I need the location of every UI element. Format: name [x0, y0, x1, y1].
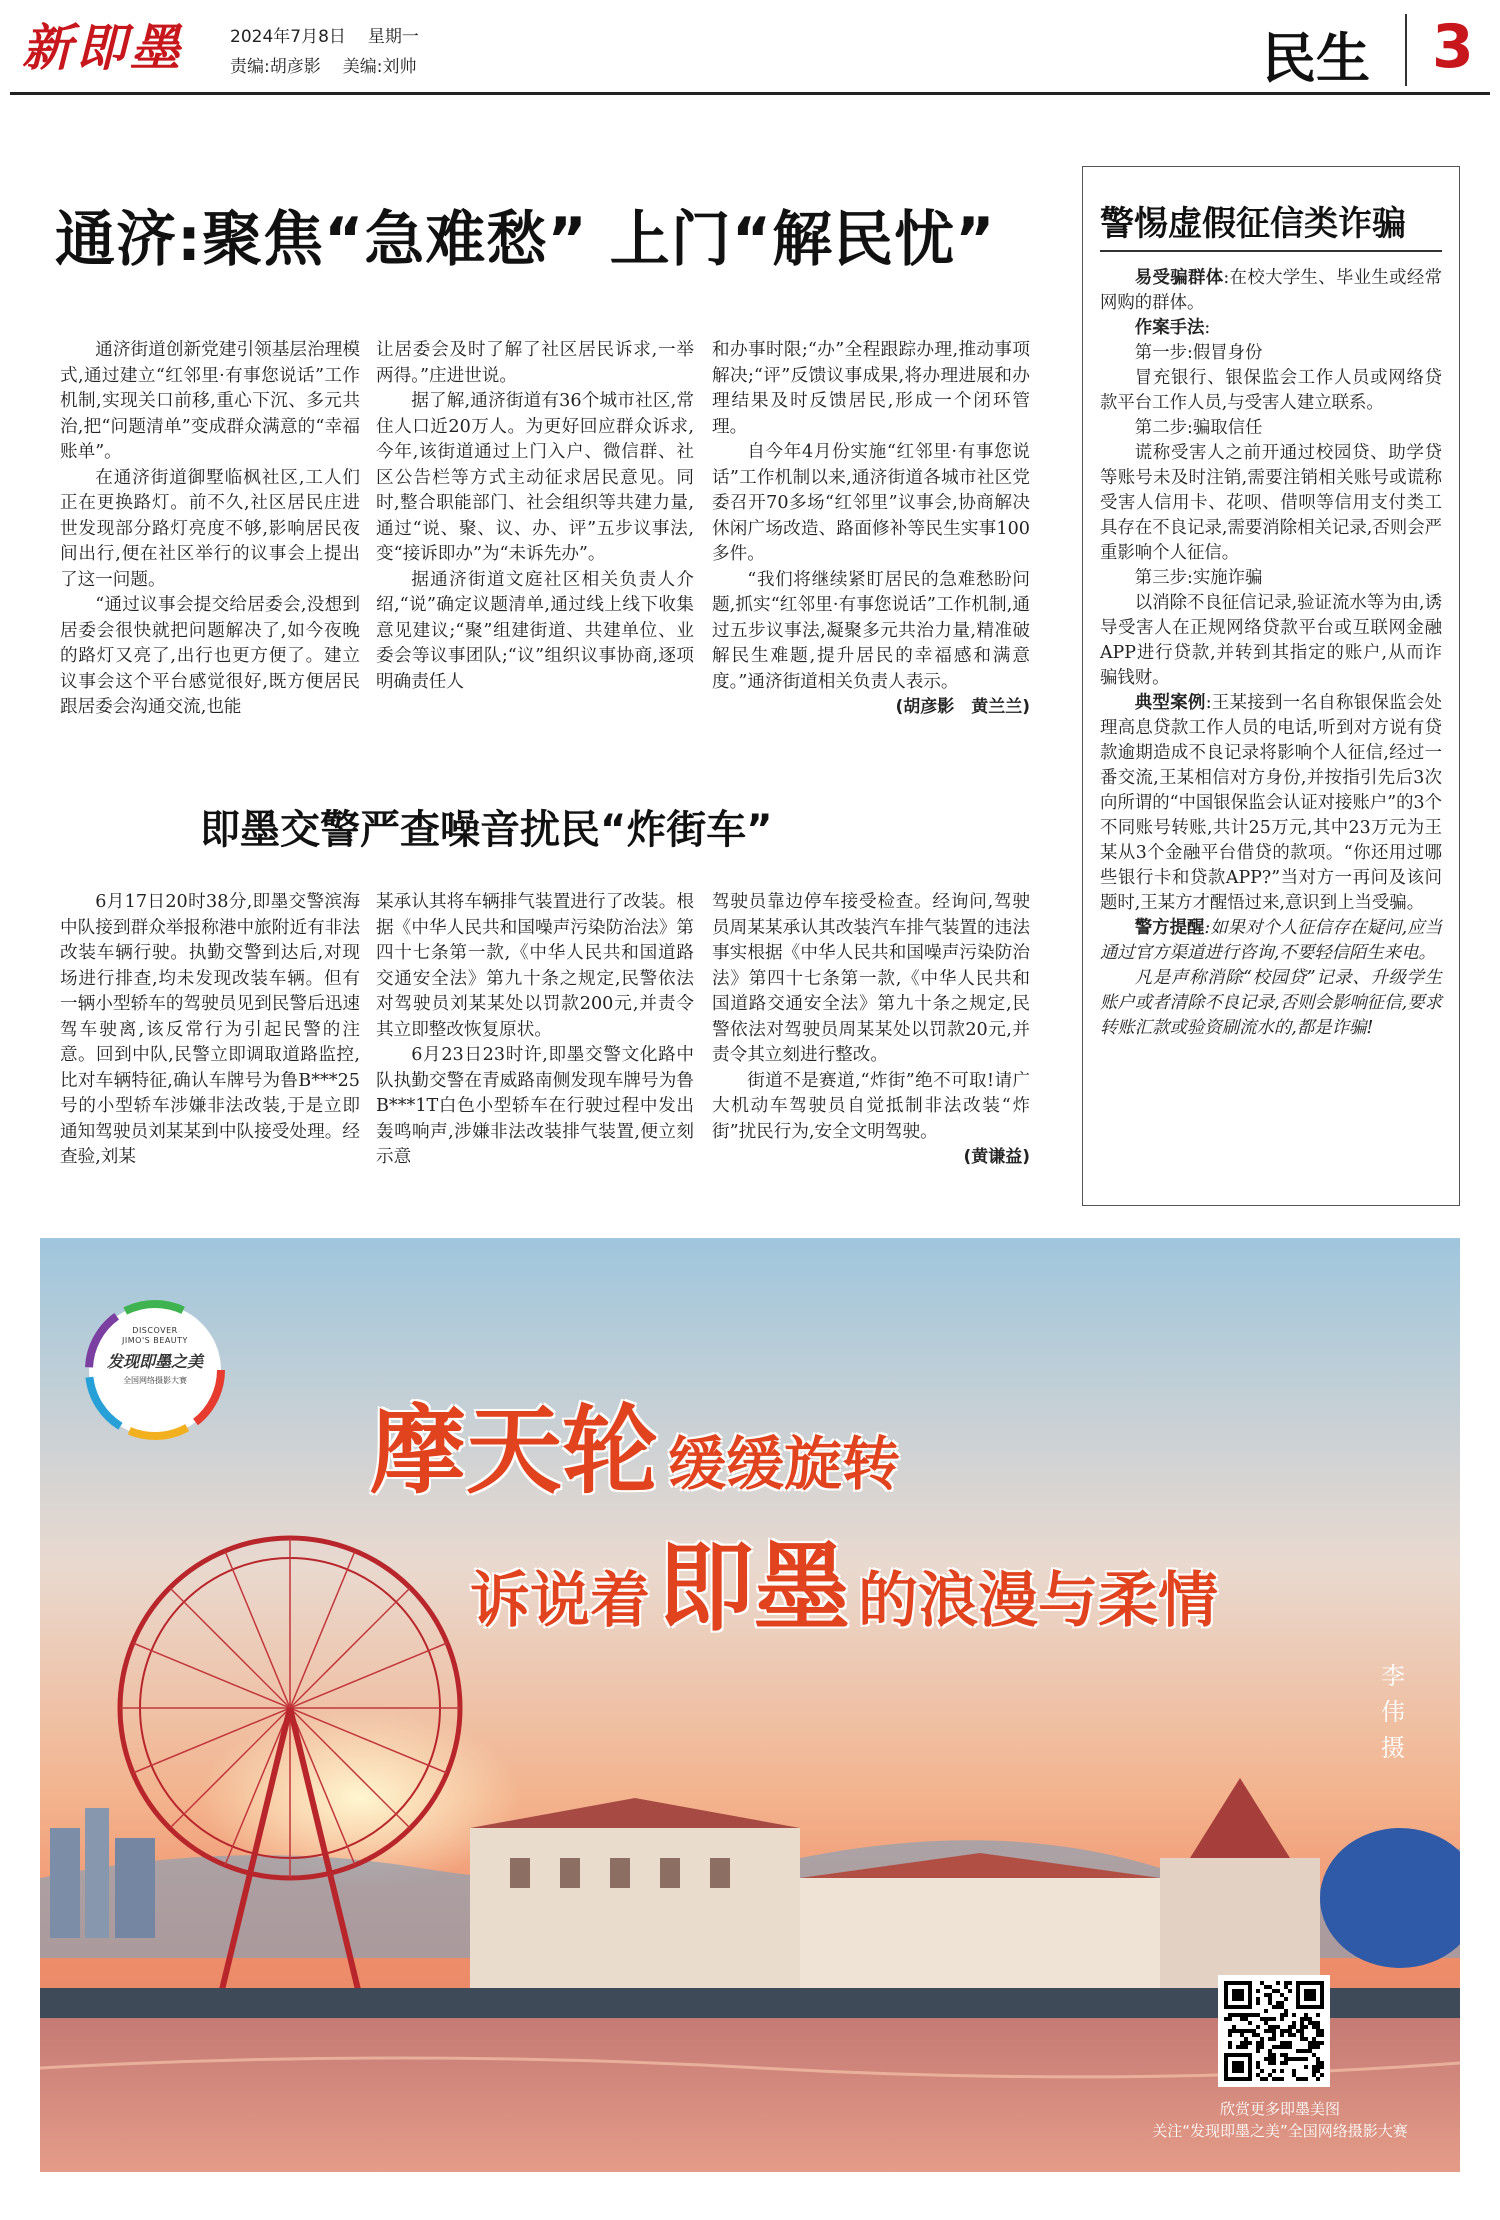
- sidebar-paragraph-label: 易受骗群体: [1134, 268, 1224, 288]
- badge-en-line-1: DISCOVER: [132, 1326, 178, 1335]
- article1-column-3: [712, 338, 1030, 721]
- article1-paragraph: 和办事时限;“办”全程跟踪办理,推动事项解决;“评”反馈议事成果,将办理进展和办理结果及时反馈居民,形成一个闭环管理。: [712, 340, 1030, 437]
- article1-paragraph: 据通济街道文庭社区相关负责人介绍,“说”确定议题清单,通过线上线下收集意见建议;“聚”组建街道、共建单位、业委会等议事团队;“议”组织议事协商,逐项明确责任人: [376, 569, 694, 692]
- issue-date: 2024年7月8日: [230, 27, 346, 47]
- article1-paragraph: 自今年4月份实施“红邻里·有事您说话”工作机制以来,通济街道各城市社区党委召开70多场“红邻里”议事会,协商解决休闲广场改造、路面修补等民生实事100多件。: [712, 442, 1030, 564]
- photographer-credit: 李伟摄: [1381, 1662, 1405, 1762]
- sidebar-paragraph: [1100, 441, 1442, 566]
- article1-paragraph: 在通济街道御墅临枫社区,工人们正在更换路灯。前不久,社区居民庄进世发现部分路灯亮度不够,影响居民夜间出行,便在社区举行的议事会上提出了这一问题。: [60, 467, 360, 590]
- sidebar-paragraph-label: 警方提醒: [1134, 918, 1205, 938]
- article1-paragraph: 通济街道创新党建引领基层治理模式,通过建立“红邻里·有事您说话”工作机制,实现关口前移,重心下沉、多元共治,把“问题清单”变成群众满意的“幸福账单”。: [60, 340, 360, 462]
- sidebar-paragraph-text: 第二步:骗取信任: [1134, 418, 1263, 438]
- article2-paragraph: 某承认其将车辆排气装置进行了改装。根据《中华人民共和国噪声污染防治法》第四十七条第一款,《中华人民共和国道路交通安全法》第九十条之规定,民警依法对驾驶员刘某某处以罚款200元,并责令其立即整改恢复原状。: [376, 892, 694, 1040]
- article1-paragraph: 让居委会及时了解了社区居民诉求,一举两得。”庄进世说。: [376, 340, 694, 386]
- qr-code-icon[interactable]: [1218, 1975, 1330, 2087]
- editor-line: [230, 52, 438, 77]
- chief-editor: 责编:胡彦影: [230, 57, 321, 77]
- sidebar-paragraph: [1100, 966, 1442, 1041]
- article1-byline: (胡彦影 黄兰兰): [895, 697, 1030, 717]
- promo-line1-small: 缓缓旋转: [668, 1430, 901, 1498]
- contest-badge-text: [95, 1326, 215, 1386]
- sidebar-paragraph: [1100, 691, 1442, 916]
- article2-paragraph: 6月23日23时许,即墨交警文化路中队执勤交警在青威路南侧发现车牌号为鲁B***1T白色小型轿车在行驶过程中发出轰鸣响声,涉嫌非法改装排气装置,便立刻示意: [376, 1045, 694, 1167]
- article2-paragraph: 街道不是赛道,“炸街”绝不可取!请广大机动车驾驶员自觉抵制非法改装“炸街”扰民行为,安全文明驾驶。: [712, 1070, 1030, 1142]
- article2-byline: (黄谦益): [963, 1147, 1030, 1167]
- article1-column-2: [376, 338, 694, 695]
- sidebar-title-rule: [1100, 250, 1442, 252]
- sidebar-paragraph-text: :如果对个人征信存在疑问,应当通过官方渠道进行咨询,不要轻信陌生来电。: [1100, 918, 1442, 963]
- sidebar-paragraph-text: :王某接到一名自称银保监会处理高息贷款工作人员的电话,听到对方说有贷款逾期造成不良记录将影响个人征信,经过一番交流,王某相信对方身份,并按指引先后3次向所谓的“中国银保监会认证对接账户”的3个不同账号转账,共计25万元,其中23万元为王某从3个金融平台借贷的款项。“你还用过哪些银行卡和贷款APP?”当对方一再问及该问题时,王某方才醒悟过来,意识到上当受骗。: [1100, 693, 1442, 913]
- newspaper-logo: 新即墨: [22, 18, 184, 77]
- promo-headline-line-1: [370, 1375, 900, 1512]
- article2-column-2: [376, 890, 694, 1171]
- qr-caption: [1110, 2098, 1450, 2142]
- promo-line1-big: 摩天轮: [370, 1395, 658, 1507]
- section-name: 民生: [1262, 27, 1370, 90]
- promo-line2-pre: 诉说着: [470, 1566, 650, 1636]
- sidebar-paragraph-text: 冒充银行、银保监会工作人员或网络贷款平台工作人员,与受害人建立联系。: [1100, 368, 1442, 413]
- sidebar-paragraph: [1100, 341, 1442, 366]
- promo-line2-big: 即墨: [658, 1532, 850, 1644]
- badge-subtitle: 全国网络摄影大赛: [123, 1376, 187, 1385]
- sidebar-paragraph: [1100, 266, 1442, 316]
- sidebar-paragraph-text: 第一步:假冒身份: [1134, 343, 1263, 363]
- promo-line2-post: 的浪漫与柔情: [858, 1566, 1218, 1636]
- article2-paragraph: 驾驶员靠边停车接受检查。经询问,驾驶员周某某承认其改装汽车排气装置的违法事实根据《中华人民共和国噪声污染防治法》第四十七条第一款,《中华人民共和国道路交通安全法》第九十条之规定,民警依法对驾驶员周某某处以罚款20元,并责令其立刻进行整改。: [712, 892, 1030, 1065]
- art-editor: 美编:刘帅: [342, 57, 417, 77]
- article1-paragraph: “通过议事会提交给居委会,没想到居委会很快就把问题解决了,如今夜晚的路灯又亮了,出行也更方便了。建立议事会这个平台感觉很好,既方便居民跟居委会沟通交流,也能: [60, 595, 360, 717]
- sidebar-paragraph-text: 以消除不良征信记录,验证流水等为由,诱导受害人在正规网络贷款平台或互联网金融APP进行贷款,并转到其指定的账户,从而诈骗钱财。: [1100, 593, 1442, 688]
- qr-caption-line-2: 关注“发现即墨之美”全国网络摄影大赛: [1152, 2122, 1408, 2140]
- issue-date-line: [230, 22, 441, 47]
- masthead-rule: [10, 92, 1490, 95]
- article1-headline: 通济:聚焦“急难愁” 上门“解民忧”: [55, 205, 996, 275]
- badge-en-line-2: JIMO'S BEAUTY: [122, 1336, 188, 1345]
- sidebar-paragraph: [1100, 591, 1442, 691]
- sidebar-paragraph: [1100, 416, 1442, 441]
- article1-column-1: [60, 338, 360, 721]
- issue-weekday: 星期一: [367, 27, 419, 47]
- sidebar-paragraph-text: :在校大学生、毕业生或经常网购的群体。: [1100, 268, 1442, 313]
- sidebar-paragraph-label: 作案手法: [1134, 318, 1205, 338]
- sidebar-paragraph: [1100, 366, 1442, 416]
- sidebar-paragraph-text: 第三步:实施诈骗: [1134, 568, 1263, 588]
- sidebar-paragraph-label: 典型案例: [1134, 693, 1206, 713]
- sidebar-paragraph: [1100, 316, 1442, 341]
- sidebar-paragraph-text: 谎称受害人之前开通过校园贷、助学贷等账号未及时注销,需要注销相关账号或谎称受害人信用卡、花呗、借呗等信用支付类工具存在不良记录,需要消除相关记录,否则会严重影响个人征信。: [1100, 443, 1442, 563]
- article1-paragraph: 据了解,通济街道有36个城市社区,常住人口近20万人。为更好回应群众诉求,今年,该街道通过上门入户、微信群、社区公告栏等方式主动征求居民意见。同时,整合职能部门、社会组织等共建力量,通过“说、聚、议、办、评”五步议事法,变“接诉即办”为“未诉先办”。: [376, 391, 694, 564]
- sidebar-title: 警惕虚假征信类诈骗: [1100, 204, 1406, 244]
- sidebar-paragraph: [1100, 916, 1442, 966]
- promo-headline-line-2: [470, 1512, 1218, 1649]
- badge-cn-title: 发现即墨之美: [106, 1352, 203, 1371]
- sidebar-paragraph-text: 凡是声称消除“校园贷”记录、升级学生账户或者清除不良记录,否则会影响征信,要求转账汇款或验资刷流水的,都是诈骗!: [1100, 968, 1442, 1038]
- article2-headline: 即墨交警严查噪音扰民“炸街车”: [200, 807, 773, 853]
- article2-column-3: [712, 890, 1030, 1171]
- section-divider: [1405, 14, 1407, 86]
- page-number: 3: [1432, 12, 1474, 82]
- sidebar-paragraph: [1100, 566, 1442, 591]
- masthead: [0, 0, 1500, 100]
- sidebar-body: [1100, 266, 1442, 1041]
- article2-paragraph: 6月17日20时38分,即墨交警滨海中队接到群众举报称港中旅附近有非法改装车辆行驶。执勤交警到达后,对现场进行排查,均未发现改装车辆。但有一辆小型轿车的驾驶员见到民警后迅速驾车驶离,该反常行为引起民警的注意。回到中队,民警立即调取道路监控,比对车辆特征,确认车牌号为鲁B***25号的小型轿车涉嫌非法改装,于是立即通知驾驶员刘某某到中队接受处理。经查验,刘某: [60, 892, 360, 1167]
- sidebar-paragraph-text: :: [1204, 318, 1211, 338]
- article1-paragraph: “我们将继续紧盯居民的急难愁盼问题,抓实“红邻里·有事您说话”工作机制,通过五步议事法,凝聚多元共治力量,精准破解民生难题,提升居民的幸福感和满意度。”通济街道相关负责人表示。: [712, 569, 1030, 692]
- article2-column-1: [60, 890, 360, 1171]
- qr-caption-line-1: 欣赏更多即墨美图: [1219, 2100, 1340, 2118]
